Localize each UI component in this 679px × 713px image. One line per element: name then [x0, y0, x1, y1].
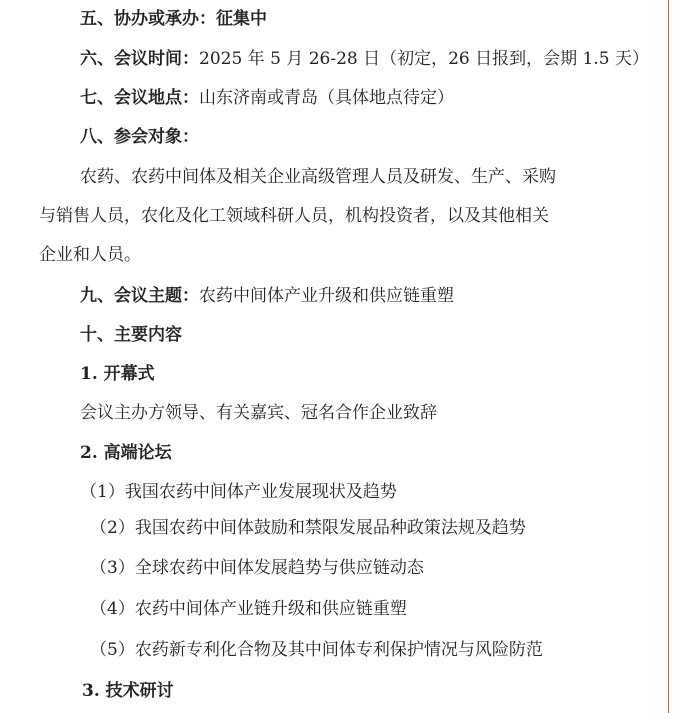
- subsection-1-label: 1. 开幕式: [80, 364, 155, 384]
- subsection-1-text: 会议主办方领导、有关嘉宾、冠名合作企业致辞: [80, 403, 437, 423]
- section-10-label: 十、主要内容: [80, 325, 182, 345]
- forum-item-1: （1）我国农药中间体产业发展现状及趋势: [80, 482, 397, 502]
- section-9: [80, 285, 454, 307]
- section-5-value: 征集中: [216, 9, 267, 29]
- section-7: [80, 87, 454, 109]
- section-6: [80, 48, 649, 70]
- section-7-value: 山东济南或青岛（具体地点待定）: [199, 88, 454, 108]
- section-5-label: 五、协办或承办：: [80, 9, 216, 29]
- section-8-line-3: 企业和人员。: [39, 245, 141, 265]
- section-8-label: 八、参会对象：: [80, 127, 199, 147]
- forum-item-2: （2）我国农药中间体鼓励和禁限发展品种政策法规及趋势: [90, 518, 526, 538]
- forum-item-3: （3）全球农药中间体发展趋势与供应链动态: [90, 558, 424, 578]
- subsection-3-label: 3. 技术研讨: [82, 681, 174, 701]
- section-7-label: 七、会议地点：: [80, 88, 199, 108]
- section-8-line-1: 农药、农药中间体及相关企业高级管理人员及研发、生产、采购: [80, 167, 556, 187]
- section-9-label: 九、会议主题：: [80, 286, 199, 306]
- forum-item-4: （4）农药中间体产业链升级和供应链重塑: [90, 599, 407, 619]
- subsection-2-label: 2. 高端论坛: [80, 443, 172, 463]
- section-5: [80, 8, 267, 30]
- page-border: [668, 0, 669, 713]
- section-8-line-2: 与销售人员，农化及化工领域科研人员，机构投资者，以及其他相关: [39, 206, 549, 226]
- section-9-value: 农药中间体产业升级和供应链重塑: [199, 286, 454, 306]
- section-6-value: 2025 年 5 月 26-28 日（初定，26 日报到，会期 1.5 天）: [199, 49, 649, 69]
- forum-item-5: （5）农药新专利化合物及其中间体专利保护情况与风险防范: [90, 640, 543, 660]
- section-6-label: 六、会议时间：: [80, 49, 199, 69]
